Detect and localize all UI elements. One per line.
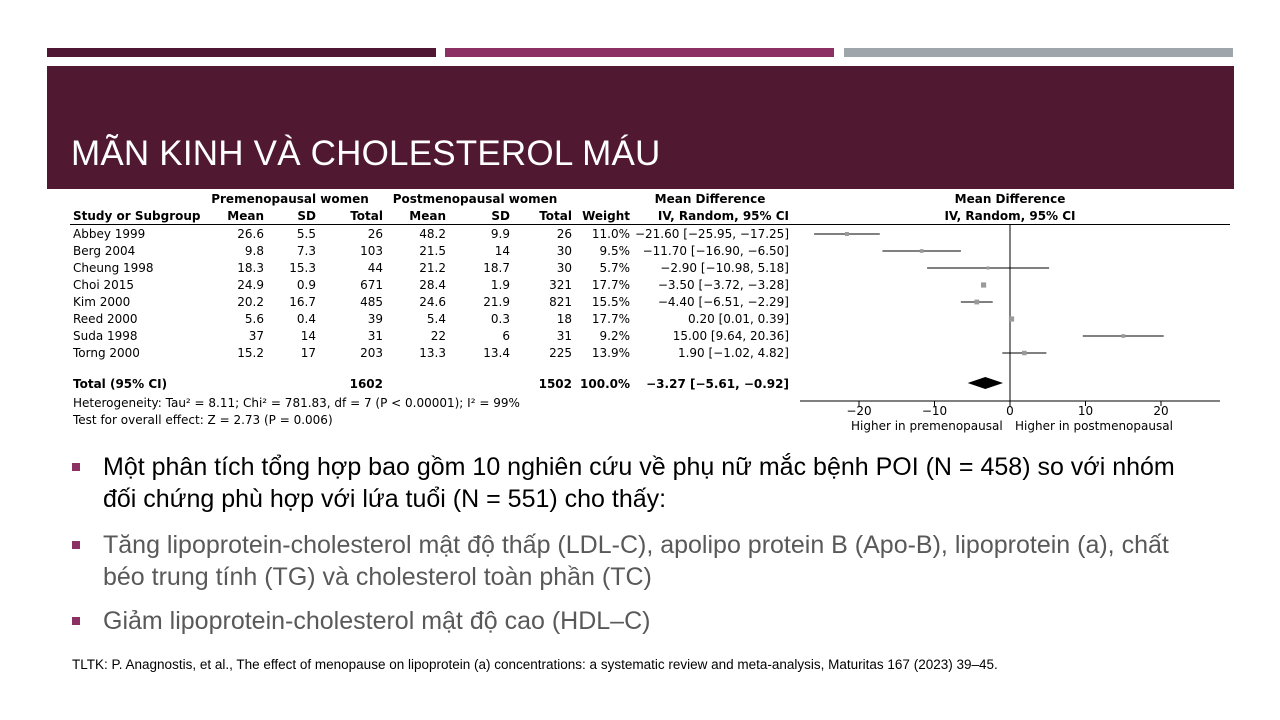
cell-md: −21.60 [−25.95, −17.25] <box>634 227 789 241</box>
cell-post-mean: 24.6 <box>419 295 446 309</box>
cell-md: 0.20 [0.01, 0.39] <box>688 312 789 326</box>
col-header-pre-total: Total <box>350 209 383 223</box>
cell-weight: 5.7% <box>599 261 630 275</box>
cell-pre-mean: 24.9 <box>237 278 264 292</box>
col-header-md: IV, Random, 95% CI <box>657 209 789 223</box>
cell-weight: 9.5% <box>599 244 630 258</box>
x-tick-label: −10 <box>921 404 948 418</box>
effect-point <box>920 249 924 253</box>
cell-post-mean: 5.4 <box>426 312 446 326</box>
group-header-md: Mean Difference <box>654 192 766 206</box>
col-header-study: Study or Subgroup <box>73 209 201 223</box>
cell-weight: 17.7% <box>591 312 630 326</box>
cell-pre-mean: 18.3 <box>237 261 264 275</box>
col-header-pre-mean: Mean <box>227 209 264 223</box>
cell-pre-total: 103 <box>360 244 383 258</box>
cell-weight: 11.0% <box>591 227 630 241</box>
cell-md: −11.70 [−16.90, −6.50] <box>642 244 789 258</box>
cell-weight: 17.7% <box>591 278 630 292</box>
bullet-text: Một phân tích tổng hợp bao gồm 10 nghiên cứu về phụ nữ mắc bệnh POI (N = 458) so với nhóm đối chứng phù hợp với lứa tuổi (N = 551) cho thấy: <box>103 453 1175 513</box>
cell-weight: 15.5% <box>591 295 630 309</box>
cell-pre-sd: 17 <box>300 346 316 360</box>
bullet-marker <box>72 463 80 471</box>
cell-pre-total: 44 <box>367 261 383 275</box>
cell-pre-sd: 16.7 <box>289 295 316 309</box>
cell-post-mean: 28.4 <box>419 278 446 292</box>
cell-pre-total: 671 <box>360 278 383 292</box>
cell-weight: 13.9% <box>591 346 630 360</box>
cell-pre-sd: 14 <box>300 329 316 343</box>
x-tick-label: 0 <box>1006 404 1014 418</box>
favours-left-label: Higher in premenopausal <box>851 419 1003 433</box>
effect-point <box>1022 351 1027 356</box>
cell-post-sd: 14 <box>494 244 510 258</box>
cell-pre-mean: 5.6 <box>244 312 264 326</box>
cell-post-sd: 13.4 <box>483 346 510 360</box>
total-post-n: 1502 <box>538 377 572 391</box>
cell-post-total: 225 <box>549 346 572 360</box>
cell-pre-total: 39 <box>367 312 383 326</box>
cell-pre-mean: 9.8 <box>244 244 264 258</box>
effect-point <box>1009 316 1014 321</box>
title-banner <box>47 66 1234 189</box>
bullet-marker <box>72 617 80 625</box>
cell-weight: 9.2% <box>599 329 630 343</box>
reference-citation: TLTK: P. Anagnostis, et al., The effect of menopause on lipoprotein (a) concentrations: a systematic review and meta-analysis, Maturitas 167 (2023) 39–45. <box>72 657 998 672</box>
cell-post-sd: 6 <box>502 329 510 343</box>
slide-title: MÃN KINH VÀ CHOLESTEROL MÁU <box>71 134 661 173</box>
cell-pre-total: 485 <box>360 295 383 309</box>
col-header-plot-md: IV, Random, 95% CI <box>944 209 1076 223</box>
cell-study: Abbey 1999 <box>73 227 146 241</box>
cell-post-mean: 21.2 <box>419 261 446 275</box>
x-tick-label: −20 <box>846 404 872 418</box>
cell-study: Kim 2000 <box>73 295 131 309</box>
cell-post-mean: 21.5 <box>419 244 446 258</box>
overall-effect-text: Test for overall effect: Z = 2.73 (P = 0.006) <box>73 413 333 427</box>
cell-pre-sd: 15.3 <box>289 261 316 275</box>
cell-pre-sd: 0.4 <box>296 312 316 326</box>
bullet-text: Giảm lipoprotein-cholesterol mật độ cao (HDL–C) <box>103 607 651 635</box>
cell-post-total: 30 <box>556 261 572 275</box>
cell-md: −3.50 [−3.72, −3.28] <box>657 278 789 292</box>
col-header-weight: Weight <box>582 209 630 223</box>
accent-bar-left <box>47 48 436 57</box>
cell-md: 1.90 [−1.02, 4.82] <box>677 346 789 360</box>
cell-study: Torng 2000 <box>73 346 140 360</box>
effect-point <box>981 282 986 287</box>
cell-pre-mean: 20.2 <box>237 295 264 309</box>
forest-plot-table <box>60 189 1240 434</box>
cell-pre-total: 203 <box>360 346 383 360</box>
effect-point <box>1121 334 1125 338</box>
cell-md: 15.00 [9.64, 20.36] <box>672 329 789 343</box>
cell-post-total: 30 <box>556 244 572 258</box>
bullet-text: Tăng lipoprotein-cholesterol mật độ thấp (LDL-C), apolipo protein B (Apo-B), lipoprotein (a), chất béo trung tính (TG) và cholesterol toàn phần (TC) <box>103 531 1169 591</box>
total-label: Total (95% CI) <box>73 377 168 391</box>
col-header-post-total: Total <box>539 209 572 223</box>
cell-post-sd: 0.3 <box>490 312 510 326</box>
cell-pre-sd: 7.3 <box>296 244 316 258</box>
cell-post-total: 821 <box>549 295 572 309</box>
cell-post-mean: 48.2 <box>419 227 446 241</box>
cell-study: Reed 2000 <box>73 312 138 326</box>
group-header-post: Postmenopausal women <box>392 192 558 206</box>
cell-pre-sd: 0.9 <box>296 278 316 292</box>
cell-post-mean: 22 <box>430 329 446 343</box>
accent-bar-middle <box>445 48 834 57</box>
col-header-post-mean: Mean <box>409 209 446 223</box>
cell-study: Choi 2015 <box>73 278 135 292</box>
cell-post-sd: 21.9 <box>483 295 510 309</box>
pooled-diamond <box>968 377 1003 389</box>
cell-pre-mean: 37 <box>248 329 264 343</box>
cell-md: −2.90 [−10.98, 5.18] <box>660 261 789 275</box>
total-weight: 100.0% <box>580 377 630 391</box>
cell-post-total: 18 <box>556 312 572 326</box>
cell-post-sd: 18.7 <box>483 261 510 275</box>
cell-pre-mean: 26.6 <box>237 227 264 241</box>
effect-point <box>845 232 849 236</box>
group-header-plot-md: Mean Difference <box>954 192 1066 206</box>
cell-post-sd: 1.9 <box>490 278 510 292</box>
accent-bar-right <box>844 48 1233 57</box>
favours-right-label: Higher in postmenopausal <box>1015 419 1173 433</box>
effect-point <box>974 300 979 305</box>
cell-md: −4.40 [−6.51, −2.29] <box>657 295 789 309</box>
cell-post-total: 26 <box>556 227 572 241</box>
cell-post-total: 31 <box>556 329 572 343</box>
total-pre-n: 1602 <box>349 377 383 391</box>
cell-pre-total: 26 <box>367 227 383 241</box>
cell-post-total: 321 <box>549 278 572 292</box>
forest-plot-svg <box>800 189 1240 434</box>
cell-pre-total: 31 <box>367 329 383 343</box>
cell-study: Cheung 1998 <box>73 261 154 275</box>
group-header-pre: Premenopausal women <box>211 192 369 206</box>
effect-point <box>987 266 990 269</box>
cell-post-sd: 9.9 <box>490 227 510 241</box>
cell-study: Suda 1998 <box>73 329 138 343</box>
cell-post-mean: 13.3 <box>419 346 446 360</box>
x-tick-label: 20 <box>1153 404 1169 418</box>
cell-pre-mean: 15.2 <box>237 346 264 360</box>
cell-pre-sd: 5.5 <box>296 227 316 241</box>
heterogeneity-text: Heterogeneity: Tau² = 8.11; Chi² = 781.83, df = 7 (P < 0.00001); I² = 99% <box>73 396 520 410</box>
total-md: −3.27 [−5.61, −0.92] <box>646 377 789 391</box>
col-header-post-sd: SD <box>491 209 510 223</box>
bullet-marker <box>72 541 80 549</box>
col-header-pre-sd: SD <box>297 209 316 223</box>
x-tick-label: 10 <box>1077 404 1094 418</box>
cell-study: Berg 2004 <box>73 244 136 258</box>
